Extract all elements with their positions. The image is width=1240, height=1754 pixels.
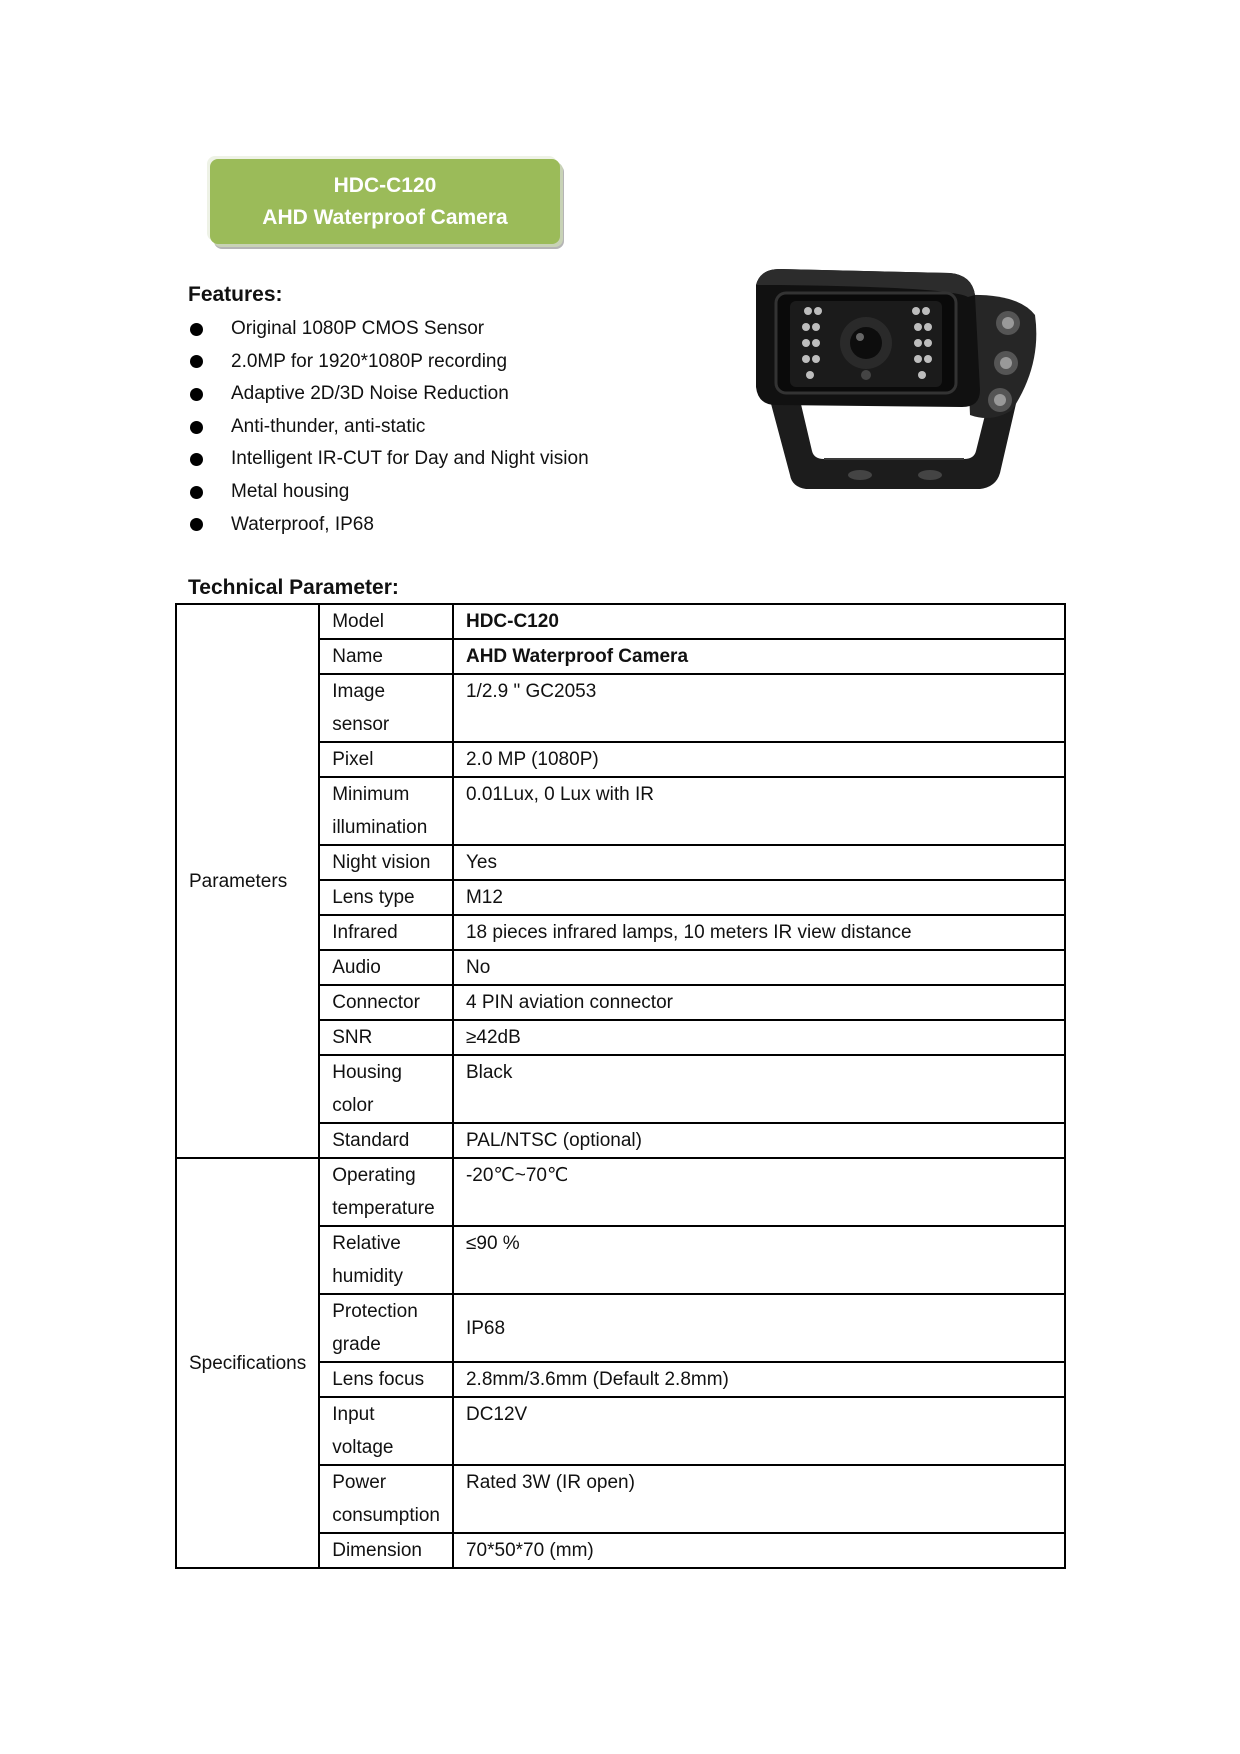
group-label-specifications: Specifications <box>176 1158 319 1568</box>
product-name-title: AHD Waterproof Camera <box>262 205 508 229</box>
param-value: M12 <box>453 880 1065 915</box>
param-name: Lens focus <box>319 1362 453 1397</box>
param-name: Name <box>319 639 453 674</box>
product-title-banner <box>210 159 560 244</box>
param-value: 0.01Lux, 0 Lux with IR <box>453 777 1065 845</box>
group-label-parameters: Parameters <box>176 604 319 1158</box>
bullet-icon <box>190 388 203 401</box>
param-value: ≥42dB <box>453 1020 1065 1055</box>
param-value: ≤90 % <box>453 1226 1065 1294</box>
param-name: Pixel <box>319 742 453 777</box>
bullet-icon <box>190 421 203 434</box>
bullet-icon <box>190 355 203 368</box>
param-value: HDC-C120 <box>453 604 1065 639</box>
product-model-title: HDC-C120 <box>333 173 437 197</box>
bullet-icon <box>190 518 203 531</box>
param-name: Standard <box>319 1123 453 1158</box>
param-name: Audio <box>319 950 453 985</box>
param-value: 18 pieces infrared lamps, 10 meters IR view distance <box>453 915 1065 950</box>
param-name: Dimension <box>319 1533 453 1568</box>
features-list <box>188 313 589 541</box>
param-value: 2.8mm/3.6mm (Default 2.8mm) <box>453 1362 1065 1397</box>
features-heading: Features: <box>188 283 283 306</box>
param-name: Night vision <box>319 845 453 880</box>
param-value: Rated 3W (IR open) <box>453 1465 1065 1533</box>
param-value: PAL/NTSC (optional) <box>453 1123 1065 1158</box>
param-name: Image sensor <box>319 674 453 742</box>
param-value: Black <box>453 1055 1065 1123</box>
param-value: Yes <box>453 845 1065 880</box>
bullet-icon <box>190 486 203 499</box>
table-row <box>176 604 1065 639</box>
table-row <box>176 1158 1065 1226</box>
feature-item: Intelligent IR-CUT for Day and Night vision <box>188 443 589 476</box>
feature-item: Adaptive 2D/3D Noise Reduction <box>188 378 589 411</box>
param-name: Relative humidity <box>319 1226 453 1294</box>
bullet-icon <box>190 453 203 466</box>
camera-product-image <box>750 265 1040 510</box>
param-value: No <box>453 950 1065 985</box>
param-name: Connector <box>319 985 453 1020</box>
param-name: Power consumption <box>319 1465 453 1533</box>
param-name: Model <box>319 604 453 639</box>
param-name: Input voltage <box>319 1397 453 1465</box>
param-value: IP68 <box>453 1294 1065 1362</box>
bullet-icon <box>190 323 203 336</box>
feature-item: 2.0MP for 1920*1080P recording <box>188 346 589 379</box>
feature-item: Original 1080P CMOS Sensor <box>188 313 589 346</box>
param-name: Lens type <box>319 880 453 915</box>
param-value: 1/2.9 " GC2053 <box>453 674 1065 742</box>
param-value: 70*50*70 (mm) <box>453 1533 1065 1568</box>
feature-item: Waterproof, IP68 <box>188 509 589 542</box>
param-name: Housing color <box>319 1055 453 1123</box>
param-value: AHD Waterproof Camera <box>453 639 1065 674</box>
param-name: Operating temperature <box>319 1158 453 1226</box>
param-name: Minimum illumination <box>319 777 453 845</box>
param-value: 4 PIN aviation connector <box>453 985 1065 1020</box>
param-value: DC12V <box>453 1397 1065 1465</box>
technical-heading: Technical Parameter: <box>188 576 399 599</box>
param-name: Protection grade <box>319 1294 453 1362</box>
param-value: 2.0 MP (1080P) <box>453 742 1065 777</box>
param-name: SNR <box>319 1020 453 1055</box>
spec-table <box>175 603 1066 1569</box>
param-value: -20℃~70℃ <box>453 1158 1065 1226</box>
feature-item: Metal housing <box>188 476 589 509</box>
param-name: Infrared <box>319 915 453 950</box>
feature-item: Anti-thunder, anti-static <box>188 411 589 444</box>
